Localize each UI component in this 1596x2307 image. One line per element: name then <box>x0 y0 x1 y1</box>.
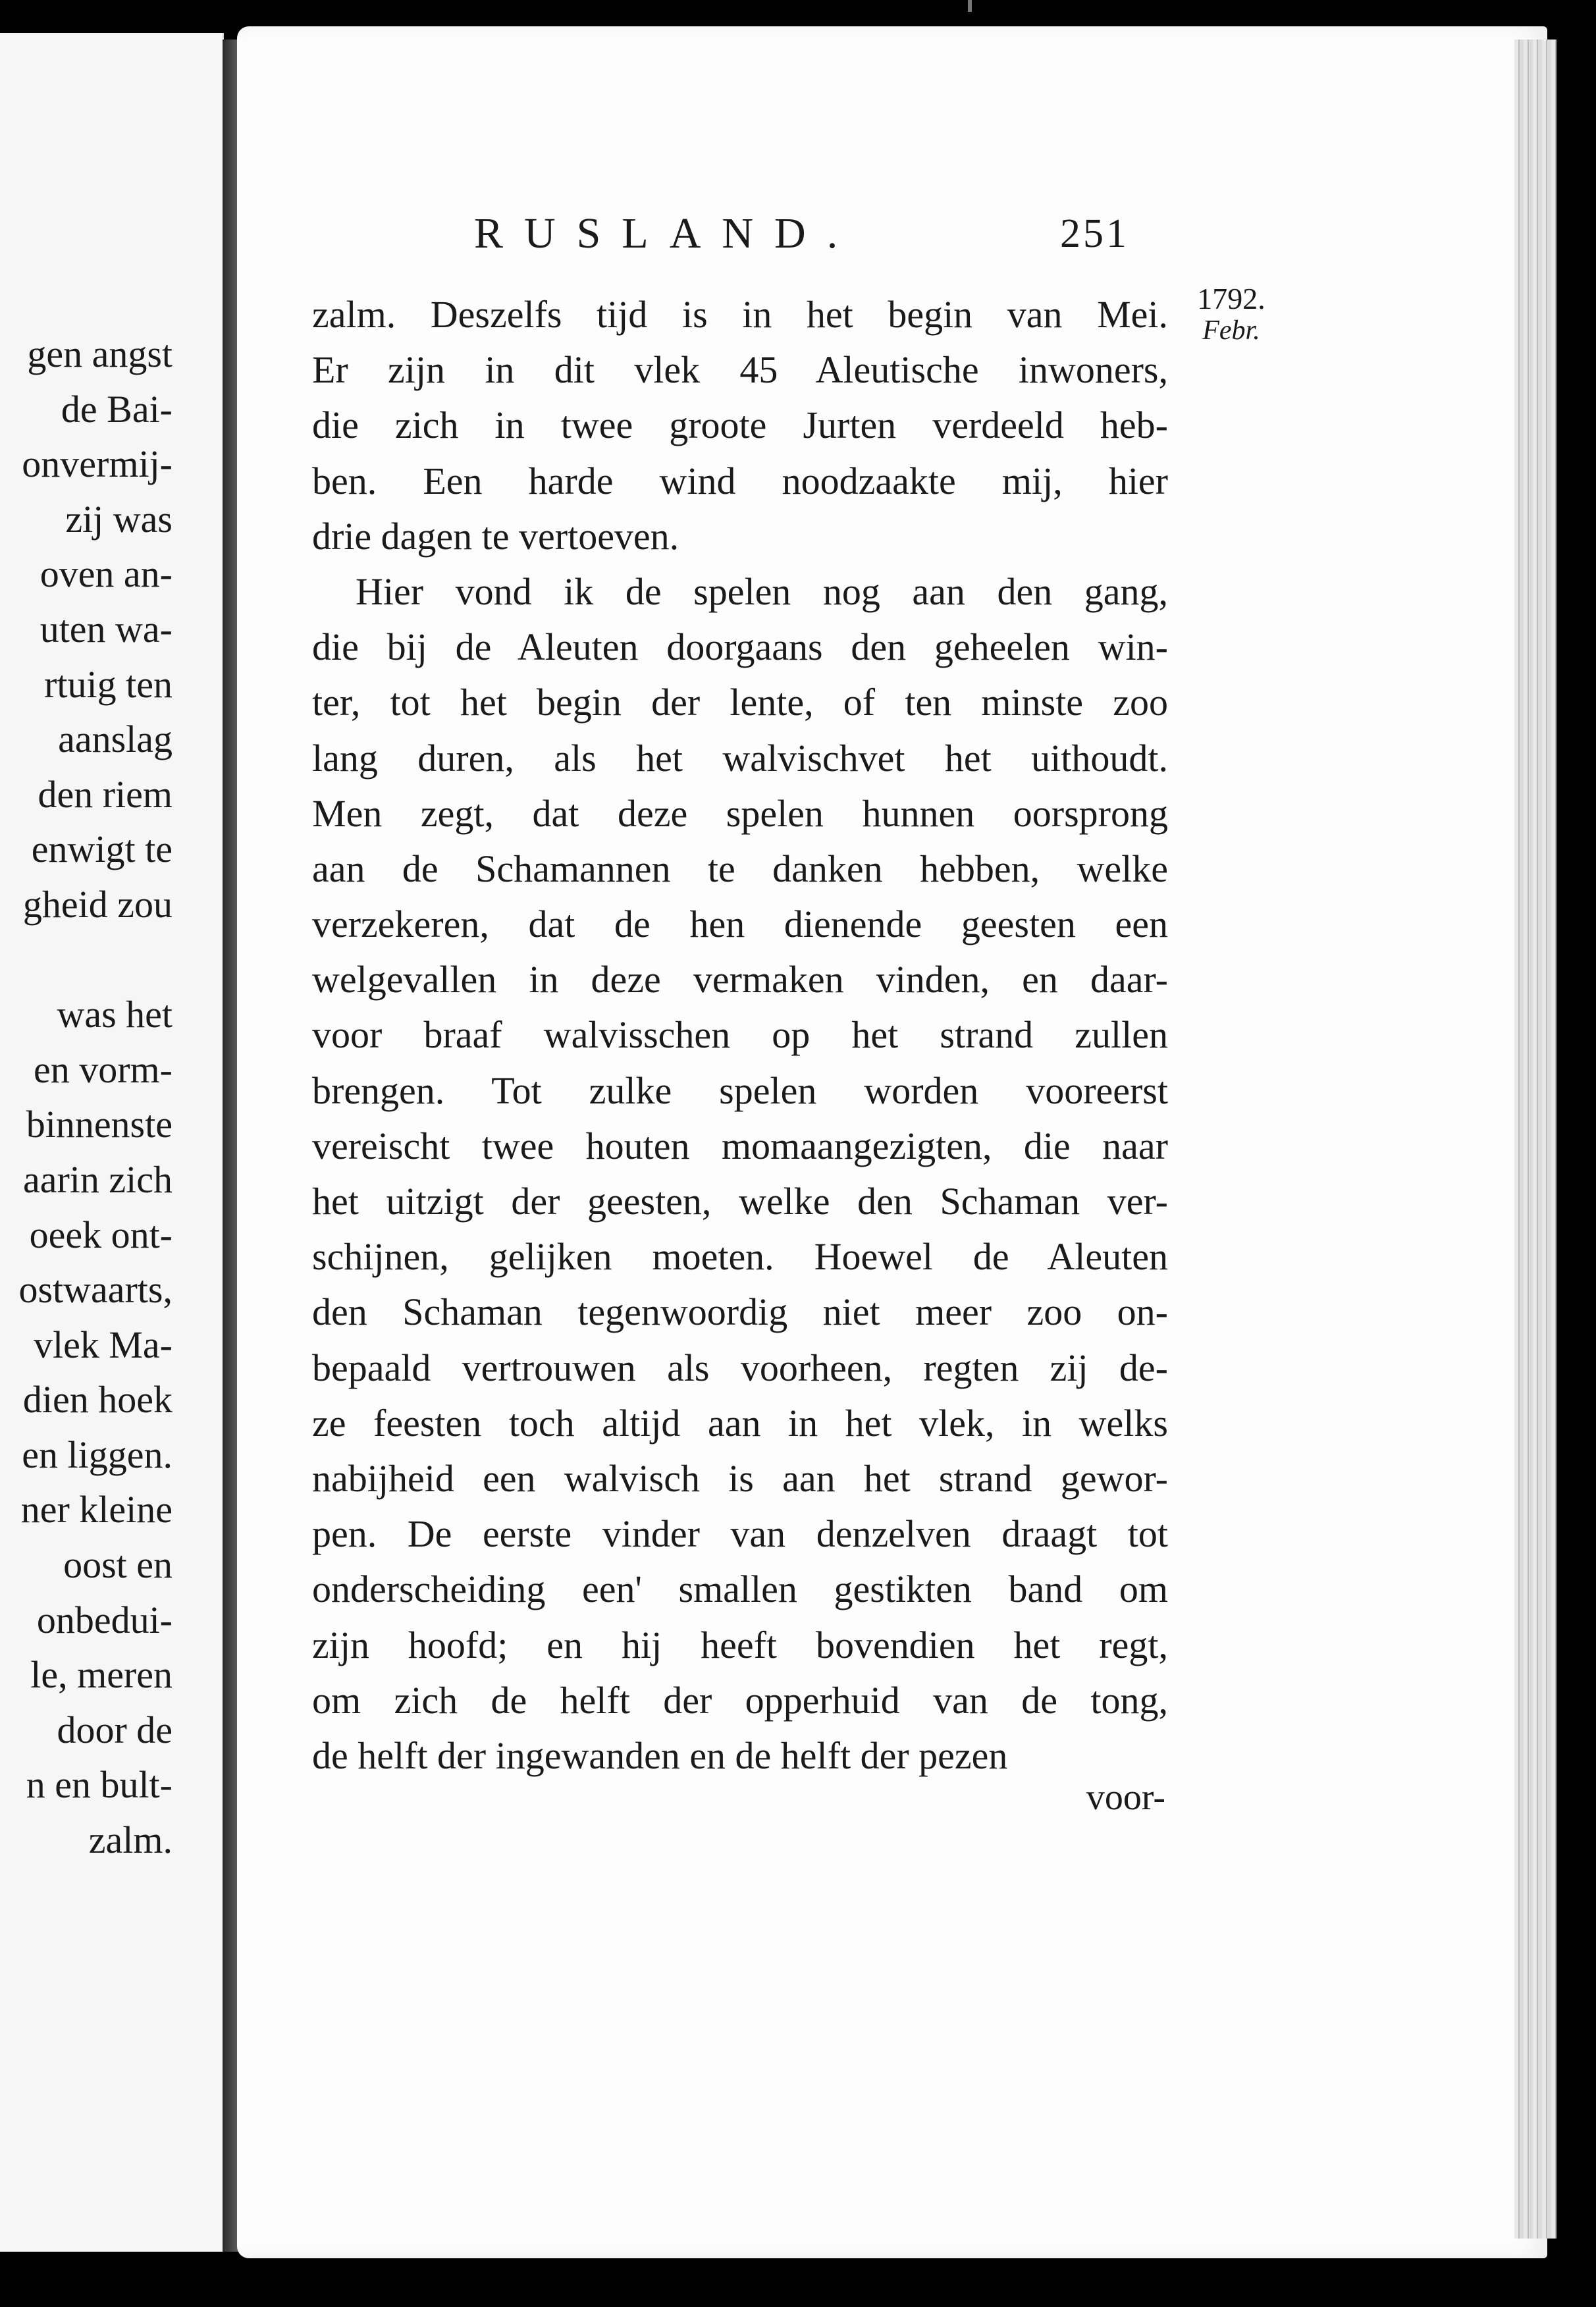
text-line: ze feesten toch altijd aan in het vlek, in welks <box>312 1401 1168 1445</box>
text-line: welgevallen in deze vermaken vinden, en daar- <box>312 958 1168 1001</box>
left-page-line: oost en <box>63 1543 173 1587</box>
text-line: de helft der ingewanden en de helft der pezen <box>312 1734 1008 1777</box>
left-page-line: en vorm- <box>34 1047 173 1091</box>
margin-month: Febr. <box>1202 315 1260 346</box>
text-line: aan de Schamannen te danken hebben, welke <box>312 847 1168 890</box>
text-line: schijnen, gelijken moeten. Hoewel de Aleuten <box>312 1235 1168 1279</box>
left-page-line: gen angst <box>27 332 173 375</box>
left-page-line: ner kleine <box>20 1488 173 1531</box>
left-page-line <box>0 932 173 988</box>
text-line: drie dagen te vertoeven. <box>312 514 679 558</box>
left-page-line: was het <box>57 993 173 1036</box>
text-line: die bij de Aleuten doorgaans den geheelen win- <box>312 625 1168 669</box>
text-line: zalm. Deszelfs tijd is in het begin van Mei. <box>312 293 1168 336</box>
left-page-line: de Bai- <box>61 387 173 431</box>
left-page-line: ostwaarts, <box>18 1268 173 1312</box>
text-line: ben. Een harde wind noodzaakte mij, hier <box>312 459 1168 502</box>
text-line: onderscheiding een' smallen gestikten band om <box>312 1568 1168 1611</box>
text-line: die zich in twee groote Jurten verdeeld heb- <box>312 404 1168 447</box>
left-page-line: rtuig ten <box>44 662 173 706</box>
text-line: brengen. Tot zulke spelen worden vooreerst <box>312 1069 1168 1112</box>
text-line: ter, tot het begin der lente, of ten minste zoo <box>312 681 1168 724</box>
left-page-line: enwigt te <box>31 828 173 871</box>
text-line: Hier vond ik de spelen nog aan den gang, <box>356 570 1168 613</box>
text-line: nabijheid een walvisch is aan het strand gewor- <box>312 1456 1168 1500</box>
left-page-line: n en bult- <box>26 1763 173 1807</box>
text-line: het uitzigt der geesten, welke den Schaman ver- <box>312 1180 1168 1223</box>
left-page-line: le, meren <box>30 1653 173 1697</box>
text-line: bepaald vertrouwen als voorheen, regten zij de- <box>312 1346 1168 1389</box>
left-page-line: oven an- <box>40 552 173 596</box>
left-page-line: binnenste <box>26 1103 173 1146</box>
text-line: den Schaman tegenwoordig niet meer zoo on- <box>312 1290 1168 1334</box>
left-page-text <box>0 327 173 1868</box>
text-line: zijn hoofd; en hij heeft bovendien het regt, <box>312 1623 1168 1666</box>
text-line: Er zijn in dit vlek 45 Aleutische inwoners, <box>312 348 1168 392</box>
left-page-line: aanslag <box>58 718 173 761</box>
scan-artifact <box>968 0 972 12</box>
body-text <box>312 287 1168 1784</box>
left-page-line: dien hoek <box>22 1378 173 1421</box>
left-page-line: gheid zou <box>22 882 173 926</box>
left-page-line: oeek ont- <box>29 1213 173 1256</box>
left-page-line: onvermij- <box>22 442 173 486</box>
page-number: 251 <box>1060 211 1129 256</box>
margin-date-note <box>1179 282 1284 345</box>
left-page-line: door de <box>57 1708 173 1751</box>
left-facing-page <box>0 33 224 2252</box>
catchword: voor- <box>1086 1777 1165 1818</box>
left-page-line: den riem <box>38 772 173 816</box>
left-page-line: en liggen. <box>22 1433 173 1476</box>
page-edges <box>1514 40 1556 2239</box>
text-line: pen. De eerste vinder van denzelven draagt tot <box>312 1512 1168 1556</box>
text-line: verzekeren, dat de hen dienende geesten een <box>312 903 1168 946</box>
left-page-line: aarin zich <box>22 1157 173 1201</box>
text-line: om zich de helft der opperhuid van de tong, <box>312 1678 1168 1722</box>
running-title: RUSLAND. <box>474 209 859 257</box>
left-page-line: onbedui- <box>36 1598 173 1641</box>
left-page-line: uten wa- <box>40 607 173 650</box>
left-page-line: zalm. <box>88 1818 173 1862</box>
text-line: Men zegt, dat deze spelen hunnen oorsprong <box>312 791 1168 835</box>
left-page-line: vlek Ma- <box>34 1323 173 1366</box>
text-line: vereischt twee houten momaangezigten, die naar <box>312 1124 1168 1167</box>
margin-year: 1792. <box>1197 282 1265 315</box>
text-line: lang duren, als het walvischvet het uithoudt. <box>312 736 1168 780</box>
left-page-line: zij was <box>65 497 173 541</box>
text-line: voor braaf walvisschen op het strand zullen <box>312 1013 1168 1057</box>
